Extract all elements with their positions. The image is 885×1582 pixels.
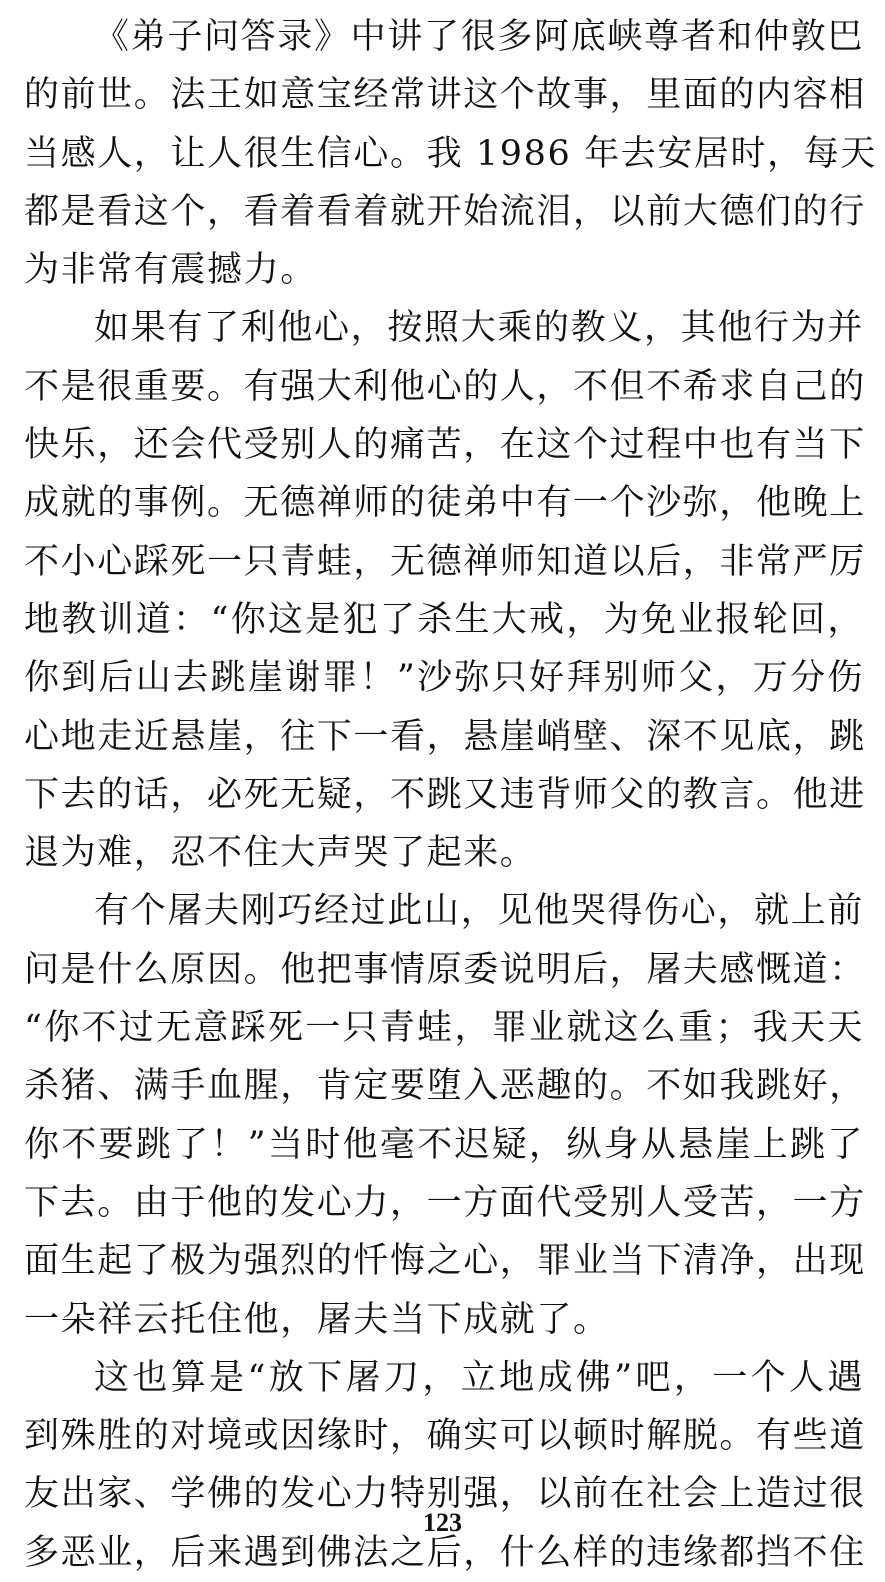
- text-line: 退为难，忍不住大声哭了起来。: [24, 833, 537, 874]
- text-line: 这也算是“放下屠刀，立地成佛”吧，一个人遇: [94, 1357, 864, 1398]
- text-line: 杀猪、满手血腥，肯定要堕入恶趣的。不如我跳好，: [24, 1066, 866, 1107]
- text-line: 为非常有震撼力。: [24, 250, 317, 291]
- text-line: 有个屠夫刚巧经过此山，见他哭得伤心，就上前: [94, 891, 864, 932]
- text-line: 下去。由于他的发心力，一方面代受别人受苦，一方: [24, 1182, 866, 1223]
- text-line: 问是什么原因。他把事情原委说明后，屠夫感慨道：: [24, 949, 866, 990]
- text-line: 到殊胜的对境或因缘时，确实可以顿时解脱。有些道: [24, 1416, 866, 1457]
- text-line: 当感人，让人很生信心。我 1986 年去安居时，每天: [24, 133, 877, 174]
- text-line: 你不要跳了！”当时他毫不迟疑，纵身从悬崖上跳了: [24, 1124, 864, 1165]
- text-line: 下去的话，必死无疑，不跳又违背师父的教言。他进: [24, 774, 866, 815]
- text-line: 心地走近悬崖，往下一看，悬崖峭壁、深不见底，跳: [24, 716, 866, 757]
- text-line: 快乐，还会代受别人的痛苦，在这个过程中也有当下: [24, 425, 866, 466]
- text-line: 面生起了极为强烈的忏悔之心，罪业当下清净，出现: [24, 1241, 866, 1282]
- text-line: 成就的事例。无德禅师的徒弟中有一个沙弥，他晚上: [24, 483, 866, 524]
- text-line: 如果有了利他心，按照大乘的教义，其他行为并: [94, 308, 864, 349]
- text-line: “你不过无意踩死一只青蛙，罪业就这么重；我天天: [24, 1008, 864, 1049]
- text-line: 都是看这个，看着看着就开始流泪，以前大德们的行: [24, 191, 866, 232]
- text-line: 不是很重要。有强大利他心的人，不但不希求自己的: [24, 366, 866, 407]
- text-line: 不小心踩死一只青蛙，无德禅师知道以后，非常严厉: [24, 541, 866, 582]
- text-line: 地教训道：“你这是犯了杀生大戒，为免业报轮回，: [24, 599, 864, 640]
- text-line: 友出家、学佛的发心力特别强，以前在社会上造过很: [24, 1474, 866, 1515]
- text-line: 多恶业，后来遇到佛法之后，什么样的违缘都挡不住: [24, 1532, 866, 1573]
- text-line: 的前世。法王如意宝经常讲这个故事，里面的内容相: [24, 75, 866, 116]
- body-text: [24, 8, 877, 1582]
- text-line: 你到后山去跳崖谢罪！”沙弥只好拜别师父，万分伤: [24, 658, 864, 699]
- text-line: 《弟子问答录》中讲了很多阿底峡尊者和仲敦巴: [94, 17, 864, 57]
- text-line: 一朵祥云托住他，屠夫当下成就了。: [24, 1299, 610, 1340]
- page-number: 123: [423, 1508, 462, 1537]
